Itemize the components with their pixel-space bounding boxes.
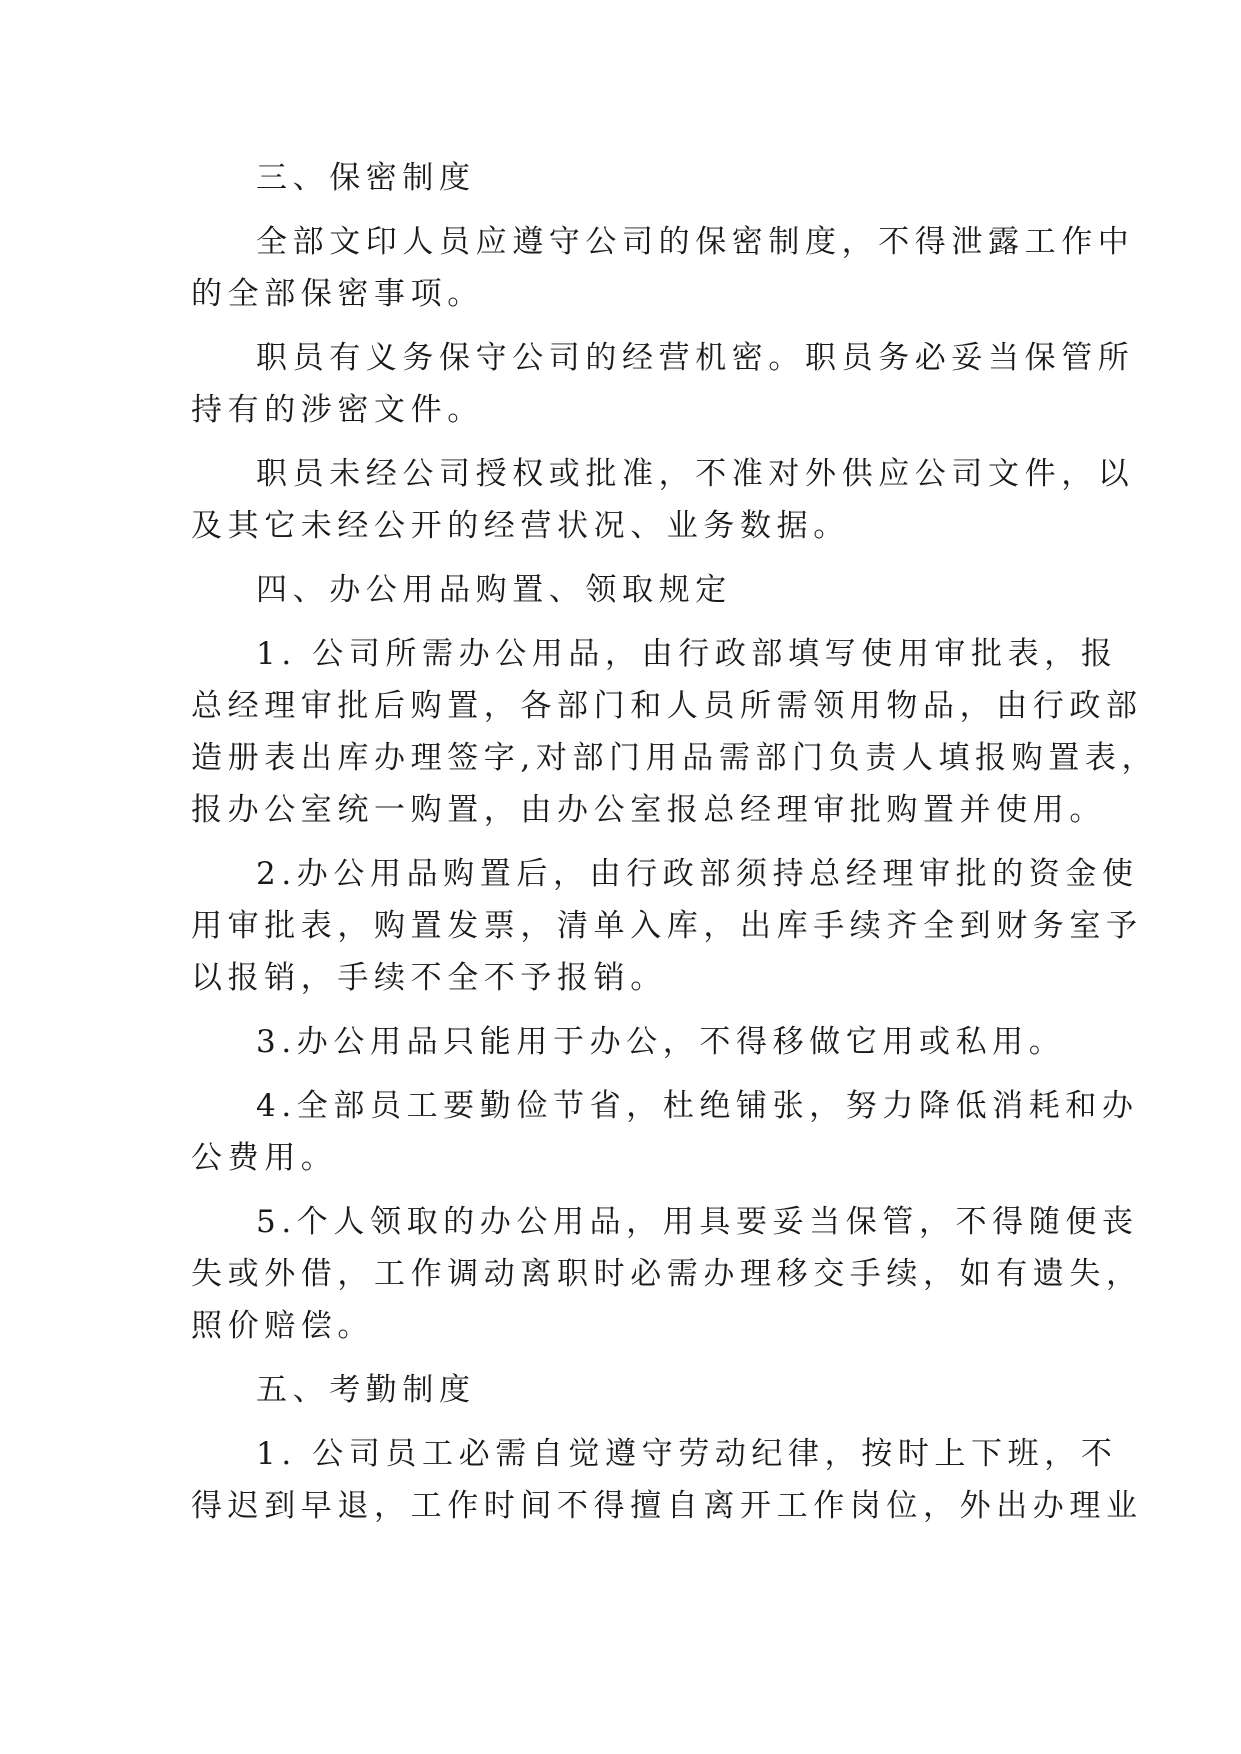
paragraph-gap: [191, 1184, 1051, 1196]
text-line: 职员未经公司授权或批准，不准对外供应公司文件，以: [256, 456, 1135, 492]
text-line: 照价赔偿。: [191, 1308, 374, 1344]
text-line: 得迟到早退，工作时间不得擅自离开工作岗位，外出办理业: [191, 1488, 1143, 1524]
text-line: 五、考勤制度: [256, 1372, 476, 1408]
text-line: 总经理审批后购置，各部门和人员所需领用物品，由行政部: [191, 688, 1143, 724]
paragraph-gap: [191, 204, 1051, 216]
paragraph-gap: [191, 436, 1051, 448]
text-line: 全部文印人员应遵守公司的保密制度，不得泄露工作中: [256, 224, 1135, 260]
text-line: 以报销，手续不全不予报销。: [191, 960, 667, 996]
paragraph-gap: [191, 320, 1051, 332]
paragraph-gap: [191, 1004, 1051, 1016]
paragraph-gap: [191, 616, 1051, 628]
text-line: 报办公室统一购置，由办公室报总经理审批购置并使用。: [191, 792, 1106, 828]
text-line: 及其它未经公开的经营状况、业务数据。: [191, 508, 850, 544]
paragraph-gap: [191, 552, 1051, 564]
text-line: 四、办公用品购置、领取规定: [256, 572, 732, 608]
text-line: 职员有义务保守公司的经营机密。职员务必妥当保管所: [256, 340, 1135, 376]
paragraph-gap: [191, 1068, 1051, 1080]
text-line: 2.办公用品购置后，由行政部须持总经理审批的资金使: [256, 856, 1139, 892]
text-line: 公费用。: [191, 1140, 338, 1176]
text-line: 4.全部员工要勤俭节省，杜绝铺张，努力降低消耗和办: [256, 1088, 1139, 1124]
text-line: 的全部保密事项。: [191, 276, 484, 312]
text-line: 失或外借，工作调动离职时必需办理移交手续，如有遗失，: [191, 1256, 1143, 1292]
paragraph-gap: [191, 1352, 1051, 1364]
paragraph-gap: [191, 1416, 1051, 1428]
text-line: 三、保密制度: [256, 160, 476, 196]
document-body: [191, 152, 1159, 1532]
text-line: 持有的涉密文件。: [191, 392, 484, 428]
paragraph-gap: [191, 836, 1051, 848]
text-line: 用审批表，购置发票，清单入库，出库手续齐全到财务室予: [191, 908, 1143, 944]
text-line: 1. 公司员工必需自觉遵守劳动纪律，按时上下班，不: [256, 1436, 1118, 1472]
text-line: 1. 公司所需办公用品，由行政部填写使用审批表，报: [256, 636, 1118, 672]
text-line: 5.个人领取的办公用品，用具要妥当保管，不得随便丧: [256, 1204, 1139, 1240]
text-line: 3.办公用品只能用于办公，不得移做它用或私用。: [256, 1024, 1066, 1060]
text-line: 造册表出库办理签字,对部门用品需部门负责人填报购置表，: [191, 740, 1159, 776]
